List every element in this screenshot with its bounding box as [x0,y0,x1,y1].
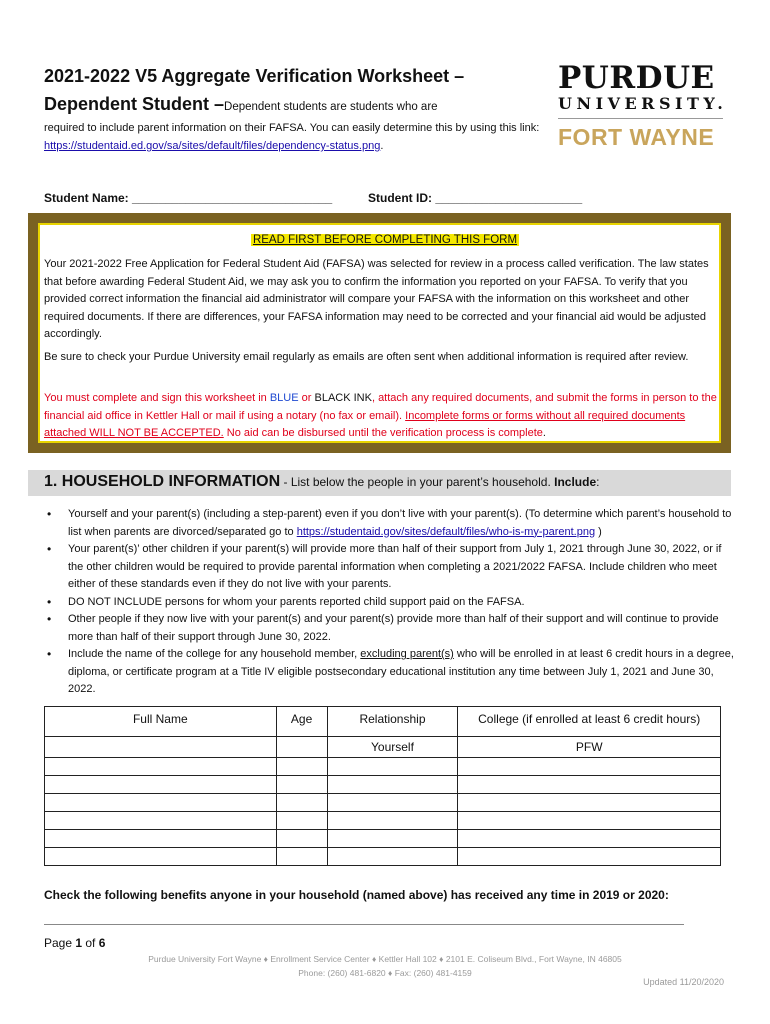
footer-address [0,952,770,980]
table-row [45,794,721,812]
intro-paragraph [44,119,554,155]
notice-heading [0,230,770,248]
cell-college: PFW [458,737,721,758]
table-header-row [45,707,721,737]
cell-relationship[interactable] [327,848,458,866]
section-1-include: Include [554,475,597,489]
cell-relationship[interactable] [327,776,458,794]
page-current: 1 [75,936,83,950]
cell-age[interactable] [276,776,327,794]
bullet-5-b: who will be enrolled in at least 6 credit hours in a degree, diploma, or certificate program at a Title IV eligible postsecondary educational institution any time between July 1, 2021 and June 30, 2022. [68,648,734,695]
bullet-1-text: Yourself and your parent(s) (including a step-parent) even if you don’t live with your parent(s). (To determine which parent’s household to list when parents are divorced/separated go to [68,508,732,538]
benefits-heading: Check the following benefits anyone in your household (named above) has received any time in 2019 or 2020: [44,888,669,902]
cell-college[interactable] [458,776,721,794]
cell-full-name[interactable] [45,812,277,830]
notice-p3-end: . [542,427,546,439]
student-name-field[interactable]: Student Name: ______________________________ [44,191,333,205]
page-total: 6 [98,936,106,950]
updated-date: Updated 11/20/2020 [643,977,724,987]
cell-full-name[interactable] [45,758,277,776]
bullet-5-underlined: excluding parent(s) [360,648,454,660]
table-row [45,758,721,776]
table-row [45,830,721,848]
student-id-field[interactable]: Student ID: ______________________ [368,191,583,205]
notice-p3-or: or [298,392,315,404]
logo-university: UNIVERSITY. [558,94,728,113]
notice-blue-word: BLUE [269,392,299,404]
cell-full-name[interactable] [45,776,277,794]
col-header-age: Age [276,707,327,737]
cell-full-name[interactable] [45,794,277,812]
col-header-relationship: Relationship [327,707,458,737]
cell-age[interactable] [276,794,327,812]
list-item [44,646,734,699]
phone-line: Phone: (260) 481-6820 ♦ Fax: (260) 481-4159 [298,968,472,978]
logo-divider [558,118,723,119]
cell-age[interactable] [276,812,327,830]
dependency-status-link[interactable]: https://studentaid.ed.gov/sa/sites/default/files/dependency-status.png [44,140,381,152]
intro-end: . [380,140,384,152]
table-row [45,776,721,794]
table-row [45,848,721,866]
household-rules-list [44,506,734,699]
cell-full-name[interactable] [45,737,277,758]
footer-divider [44,924,684,925]
table-row [45,737,721,758]
bullet-5-a: Include the name of the college for any household member, [68,648,361,660]
cell-college[interactable] [458,812,721,830]
notice-p3-c: No aid can be disbursed until the verification process is complete [223,427,543,439]
subtitle-note: Dependent students are students who are [224,101,438,113]
who-is-my-parent-link[interactable]: https://studentaid.gov/sites/default/files/who-is-my-parent.png [296,525,596,538]
logo-purdue: PURDUE [558,60,715,96]
section-1-desc: - List below the people in your parent’s household. [280,475,555,489]
page-label: Page [44,936,76,950]
notice-black-word: BLACK INK [314,392,372,404]
col-header-full-name: Full Name [45,707,277,737]
notice-heading-text: READ FIRST BEFORE COMPLETING THIS FORM [252,234,518,246]
intro-text: required to include parent information on their FAFSA. You can easily determine this by using this link: [44,122,540,134]
page-number [44,936,105,950]
household-table [44,706,721,866]
cell-relationship[interactable] [327,758,458,776]
list-item: • Other people if they now live with your parent(s) and your parent(s) provide more than half of their support and will continue to provide more than half of their support through June 30, 2022. [44,611,734,646]
page-title: 2021-2022 V5 Aggregate Verification Worksheet – [44,66,465,86]
cell-relationship[interactable] [327,830,458,848]
bullet-1-end: ) [595,525,602,538]
address-line: Purdue University Fort Wayne ♦ Enrollment Service Center ♦ Kettler Hall 102 ♦ 2101 E. Coliseum Blvd., Fort Wayne, IN 46805 [148,954,622,964]
cell-relationship[interactable] [327,794,458,812]
cell-full-name[interactable] [45,848,277,866]
purdue-logo [558,62,728,150]
page-subtitle [44,94,438,115]
table-row [45,812,721,830]
section-1-colon: : [596,475,600,489]
subtitle-text: Dependent Student – [44,94,225,114]
logo-fort-wayne: FORT WAYNE [558,124,715,150]
section-1-title [44,473,599,491]
list-item: • Your parent(s)’ other children if your parent(s) will provide more than half of their support from July 1, 2021 through June 30, 2022, or if the other children would be required to provide parental information when completing a 2021/2022 FAFSA. Include children who meet either of these standards even if they do not live with your parents. [44,541,734,594]
col-header-college: College (if enrolled at least 6 credit hours) [458,707,721,737]
cell-full-name[interactable] [45,830,277,848]
notice-warning-underlined: Incomplete forms or forms without all required documents attached WILL NOT BE ACCEPTED. [44,409,686,439]
cell-age[interactable] [276,758,327,776]
cell-college[interactable] [458,794,721,812]
notice-paragraph-1: Your 2021-2022 Free Application for Federal Student Aid (FAFSA) was selected for review in a process called verification. The law states that before awarding Federal Student Aid, we may ask you to confirm the information you reported on your FAFSA. To verify that you provided correct information the financial aid administrator will compare your FAFSA with the information on this worksheet and other required documents. If there are differences, your FAFSA information may need to be corrected and your financial aid would be adjusted accordingly. [44,258,709,340]
cell-relationship: Yourself [327,737,458,758]
section-1-heading: 1. HOUSEHOLD INFORMATION [44,473,281,490]
notice-paragraph-3 [44,390,720,443]
cell-relationship[interactable] [327,812,458,830]
cell-age[interactable] [276,848,327,866]
notice-paragraph-2: Be sure to check your Purdue University email regularly as emails are often sent when additional information is required after review. [44,351,689,363]
notice-p3-b: , attach any required documents, and submit the forms in person to the financial aid office in Kettler Hall or mail if using a notary (no fax or email). [44,392,717,422]
list-item: • DO NOT INCLUDE persons for whom your parents reported child support paid on the FAFSA. [44,594,734,612]
list-item [44,506,734,541]
cell-college[interactable] [458,848,721,866]
cell-college[interactable] [458,830,721,848]
page-of: of [82,936,99,950]
notice-p3-a: You must complete and sign this worksheet in [44,392,270,404]
cell-age[interactable] [276,737,327,758]
cell-age[interactable] [276,830,327,848]
cell-college[interactable] [458,758,721,776]
